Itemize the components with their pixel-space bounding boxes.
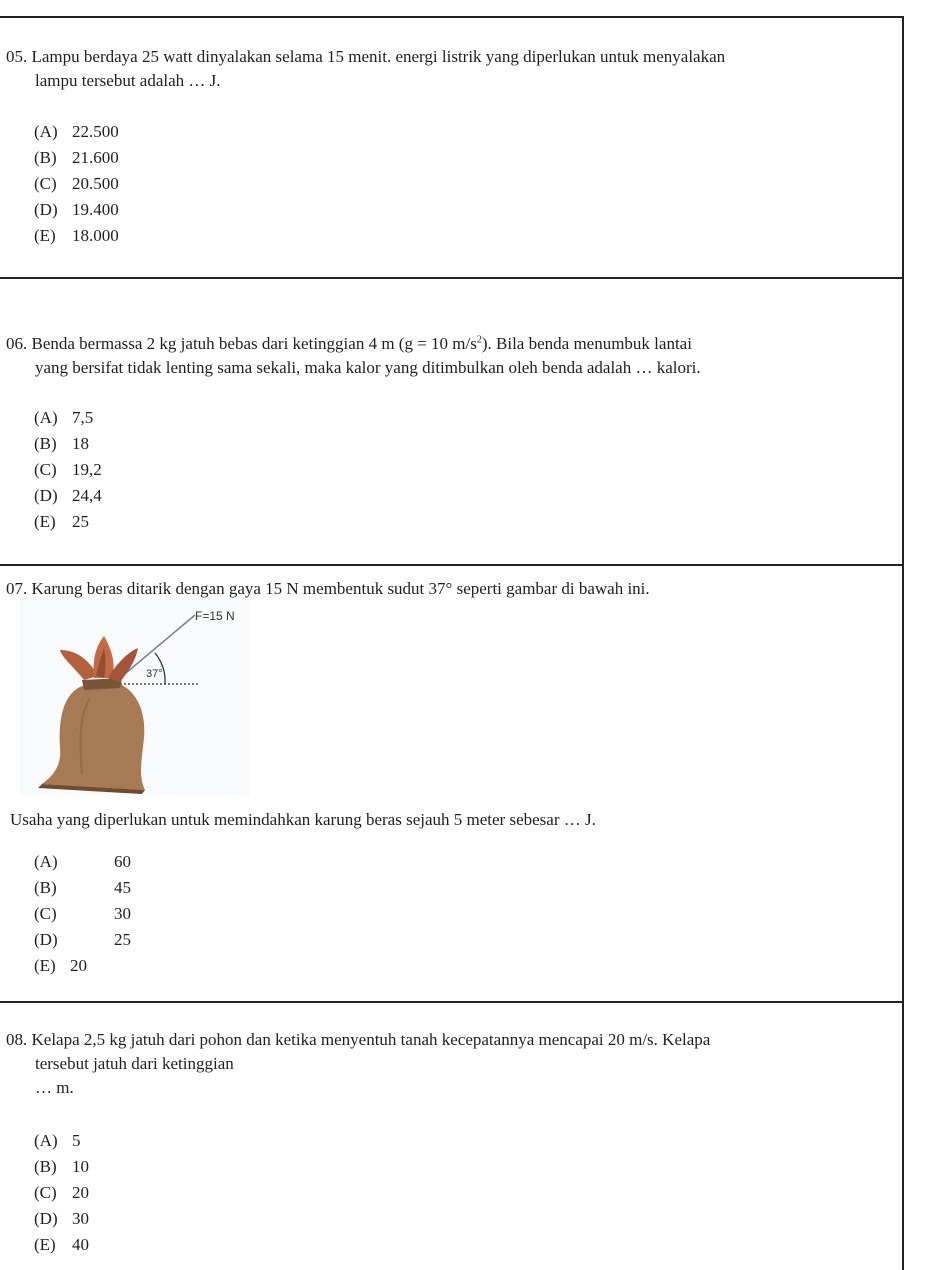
stem-line bbox=[6, 45, 896, 69]
stem-text: ). Bila benda menumbuk lantai bbox=[481, 334, 692, 353]
option-label: (C) bbox=[34, 174, 57, 193]
option-b[interactable] bbox=[34, 145, 119, 171]
option-label: (B) bbox=[34, 1157, 57, 1176]
option-value: 10 bbox=[72, 1157, 89, 1176]
question-number: 05. bbox=[6, 47, 28, 66]
option-d[interactable] bbox=[34, 197, 119, 223]
option-label: (B) bbox=[34, 878, 57, 897]
option-label: (A) bbox=[34, 122, 58, 141]
option-c[interactable] bbox=[34, 901, 131, 927]
option-label: (C) bbox=[34, 904, 57, 923]
option-value: 21.600 bbox=[72, 148, 119, 167]
option-value: 60 bbox=[114, 852, 131, 871]
option-label: (A) bbox=[34, 408, 58, 427]
option-d[interactable] bbox=[34, 1206, 89, 1232]
option-value: 19,2 bbox=[72, 460, 102, 479]
question-stem-continued bbox=[10, 808, 900, 832]
option-label: (C) bbox=[34, 460, 57, 479]
sack-figure bbox=[20, 598, 250, 796]
option-label: (C) bbox=[34, 1183, 57, 1202]
options-list bbox=[34, 119, 119, 249]
top-border bbox=[0, 16, 904, 18]
option-c[interactable] bbox=[34, 1180, 89, 1206]
option-e[interactable] bbox=[34, 223, 119, 249]
options-list bbox=[34, 1128, 89, 1258]
option-label: (D) bbox=[34, 200, 58, 219]
option-value: 25 bbox=[72, 512, 89, 531]
option-value: 24,4 bbox=[72, 486, 102, 505]
question-number: 06. bbox=[6, 334, 28, 353]
stem-text: Kelapa 2,5 kg jatuh dari pohon dan ketika menyentuh tanah kecepatannya mencapai 20 m/s. Kelapa bbox=[31, 1030, 711, 1049]
divider-06-07 bbox=[0, 564, 904, 566]
option-value: 20.500 bbox=[72, 174, 119, 193]
option-value: 40 bbox=[72, 1235, 89, 1254]
option-value: 5 bbox=[72, 1131, 81, 1150]
option-d[interactable] bbox=[34, 483, 102, 509]
option-value: 7,5 bbox=[72, 408, 94, 427]
right-border bbox=[902, 16, 904, 1270]
options-list bbox=[34, 849, 131, 979]
option-value: 18 bbox=[72, 434, 89, 453]
option-b[interactable] bbox=[34, 1154, 89, 1180]
option-label: (D) bbox=[34, 486, 58, 505]
option-b[interactable] bbox=[34, 431, 102, 457]
option-d[interactable] bbox=[34, 927, 131, 953]
option-label: (D) bbox=[34, 1209, 58, 1228]
question-number: 07. bbox=[6, 579, 28, 598]
stem-text: Lampu berdaya 25 watt dinyalakan selama 15 menit. energi listrik yang diperlukan untuk menyalakan bbox=[31, 47, 726, 66]
stem-line: lampu tersebut adalah … J. bbox=[35, 71, 221, 90]
option-value: 25 bbox=[114, 930, 131, 949]
question-number: 08. bbox=[6, 1030, 28, 1049]
question-stem bbox=[6, 332, 896, 380]
stem-line bbox=[6, 332, 896, 356]
question-stem bbox=[6, 1028, 896, 1100]
stem-line: tersebut jatuh dari ketinggian bbox=[35, 1054, 234, 1073]
force-label: F=15 N bbox=[195, 609, 235, 623]
stem-line: Usaha yang diperlukan untuk memindahkan karung beras sejauh 5 meter sebesar … J. bbox=[10, 810, 596, 829]
option-value: 45 bbox=[114, 878, 131, 897]
option-c[interactable] bbox=[34, 171, 119, 197]
option-a[interactable] bbox=[34, 1128, 89, 1154]
option-label: (E) bbox=[34, 1235, 56, 1254]
option-label: (A) bbox=[34, 852, 58, 871]
option-e[interactable] bbox=[34, 509, 102, 535]
option-label: (E) bbox=[34, 512, 56, 531]
option-label: (D) bbox=[34, 930, 58, 949]
option-e[interactable] bbox=[34, 1232, 89, 1258]
stem-line bbox=[6, 1028, 896, 1052]
option-value: 30 bbox=[72, 1209, 89, 1228]
option-value: 18.000 bbox=[72, 226, 119, 245]
option-value: 30 bbox=[114, 904, 131, 923]
question-stem bbox=[6, 45, 896, 93]
option-c[interactable] bbox=[34, 457, 102, 483]
stem-line: … m. bbox=[35, 1078, 74, 1097]
divider-07-08 bbox=[0, 1001, 904, 1003]
stem-text: Karung beras ditarik dengan gaya 15 N membentuk sudut 37° seperti gambar di bawah ini. bbox=[31, 579, 650, 598]
option-e[interactable] bbox=[34, 953, 131, 979]
superscript: 2 bbox=[476, 334, 482, 346]
option-label: (A) bbox=[34, 1131, 58, 1150]
option-label: (E) bbox=[34, 956, 56, 975]
stem-text: Benda bermassa 2 kg jatuh bebas dari ketinggian 4 m (g = 10 m/s bbox=[31, 334, 477, 353]
option-a[interactable] bbox=[34, 405, 102, 431]
option-value: 19.400 bbox=[72, 200, 119, 219]
options-list bbox=[34, 405, 102, 535]
option-a[interactable] bbox=[34, 849, 131, 875]
option-a[interactable] bbox=[34, 119, 119, 145]
divider-05-06 bbox=[0, 277, 904, 279]
option-value: 20 bbox=[72, 1183, 89, 1202]
stem-line: yang bersifat tidak lenting sama sekali, maka kalor yang ditimbulkan oleh benda adalah … kalori. bbox=[35, 358, 701, 377]
option-label: (E) bbox=[34, 226, 56, 245]
angle-label: 37° bbox=[146, 668, 163, 680]
option-value: 20 bbox=[70, 956, 87, 975]
option-label: (B) bbox=[34, 148, 57, 167]
option-b[interactable] bbox=[34, 875, 131, 901]
option-value: 22.500 bbox=[72, 122, 119, 141]
option-label: (B) bbox=[34, 434, 57, 453]
